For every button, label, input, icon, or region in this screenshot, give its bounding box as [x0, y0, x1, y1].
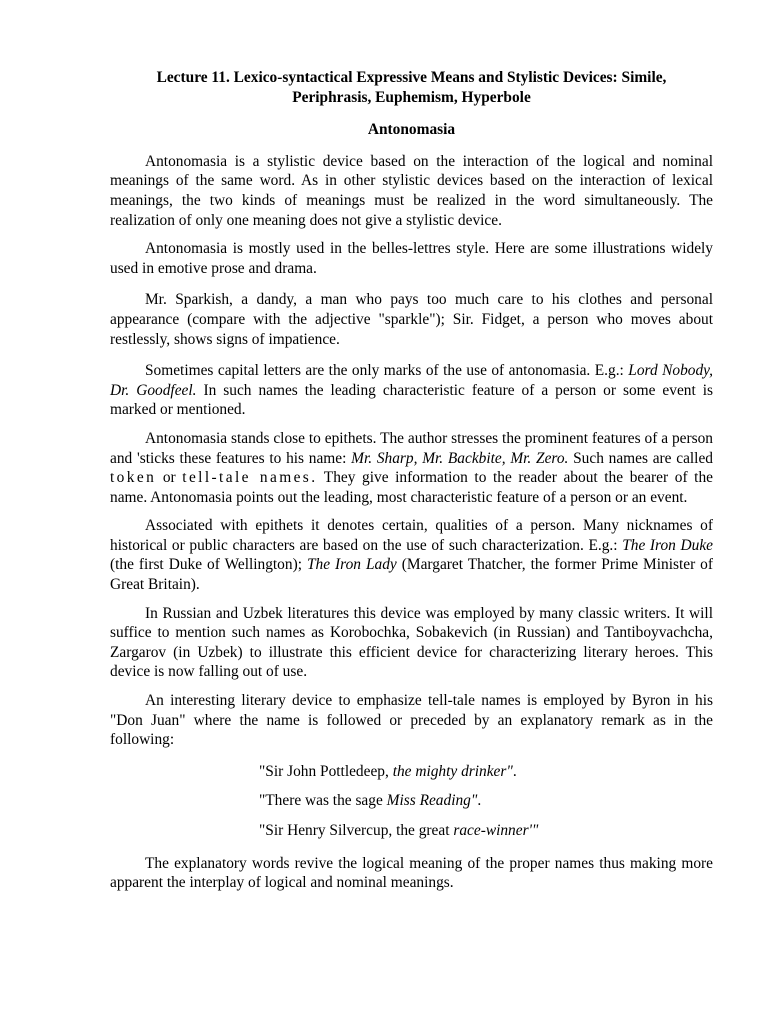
- lecture-title-line-2: Periphrasis, Euphemism, Hyperbole: [292, 88, 531, 106]
- text-run: Antonomasia stands close to epithets. The author stresses the prominent features of a person and 'sticks these features to his name:: [110, 429, 713, 467]
- paragraph-examples: Mr. Sparkish, a dandy, a man who pays too much care to his clothes and personal appearance (compare with the adjective "sparkle"); Sir. Fidget, a person who moves about restlessly, shows signs of impatience.: [110, 291, 713, 348]
- text-run: Associated with epithets it denotes certain, qualities of a person. Many nicknames of historical or public characters are based on the use of such characterization. E.g.:: [110, 517, 713, 554]
- document-page: [110, 68, 713, 902]
- italic-example: Lord Nobody, Dr. Goodfeel.: [110, 362, 713, 399]
- paragraph-nicknames: [110, 516, 713, 594]
- italic-example: Miss Reading": [386, 792, 478, 810]
- paragraph-capital-letters: [110, 361, 713, 420]
- lecture-title: [110, 68, 713, 107]
- text-run: .: [477, 792, 482, 810]
- paragraph-usage: Antonomasia is mostly used in the belles-lettres style. Here are some illustrations widely used in emotive prose and drama.: [110, 240, 713, 277]
- text-run: "Sir John Pottledeep,: [259, 762, 393, 780]
- italic-example: race-winner'": [453, 822, 539, 839]
- lecture-title-line-1: Lecture 11. Lexico-syntactical Expressive Means and Stylistic Devices: Simile,: [156, 69, 667, 86]
- text-run: Such names are called: [568, 449, 713, 467]
- text-run: (Margaret Thatcher, the former Prime Minister of Great Britain).: [110, 556, 714, 594]
- text-run: "Sir Henry Silvercup, the great: [259, 822, 454, 839]
- italic-example: Mr. Sharp, Mr. Backbite, Mr. Zero.: [351, 449, 569, 467]
- quote-line-1: [110, 762, 713, 782]
- paragraph-literatures: In Russian and Uzbek literatures this device was employed by many classic writers. It will suffice to mention such names as Korobochka, Sobakevich (in Russian) and Tantiboyvachcha, Zargarov (in Uzbek) to illustrate this efficient device for characterizing literary heroes. This device is now falling out of use.: [110, 604, 713, 681]
- paragraph-definition: Antonomasia is a stylistic device based on the interaction of the logical and nominal meanings of the same word. As in other stylistic devices based on the interaction of lexical meanings, the two kinds of meanings must be realized in the word simultaneously. The realization of only one meaning does not give a stylistic device.: [110, 152, 713, 229]
- quote-line-3: [110, 821, 713, 841]
- text-run: Sometimes capital letters are the only marks of the use of antonomasia. E.g.:: [145, 362, 629, 380]
- spaced-term: token: [110, 469, 157, 487]
- italic-example: The Iron Duke: [622, 536, 713, 554]
- text-run: In such names the leading characteristic feature of a person or some event is marked or mentioned.: [110, 381, 713, 419]
- text-run: or: [156, 469, 183, 487]
- text-run: (the first Duke of Wellington);: [110, 556, 307, 574]
- paragraph-epithets: [110, 429, 713, 507]
- spaced-term: tell-tale names.: [182, 469, 318, 487]
- text-run: They give information to the reader about the bearer of the name. Antonomasia points out the leading, most characteristic feature of a person or an event.: [110, 469, 713, 506]
- text-run: "There was the sage: [259, 792, 387, 810]
- italic-example: The Iron Lady: [306, 556, 397, 574]
- quote-line-2: [110, 791, 713, 811]
- paragraph-conclusion: The explanatory words revive the logical meaning of the proper names thus making more apparent the interplay of logical and nominal meanings.: [110, 854, 713, 892]
- italic-example: the mighty drinker": [392, 762, 513, 780]
- paragraph-byron: An interesting literary device to emphasize tell-tale names is employed by Byron in his "Don Juan" where the name is followed or preceded by an explanatory remark as in the following:: [110, 692, 713, 749]
- text-run: .: [512, 762, 517, 780]
- section-heading: Antonomasia: [367, 121, 456, 139]
